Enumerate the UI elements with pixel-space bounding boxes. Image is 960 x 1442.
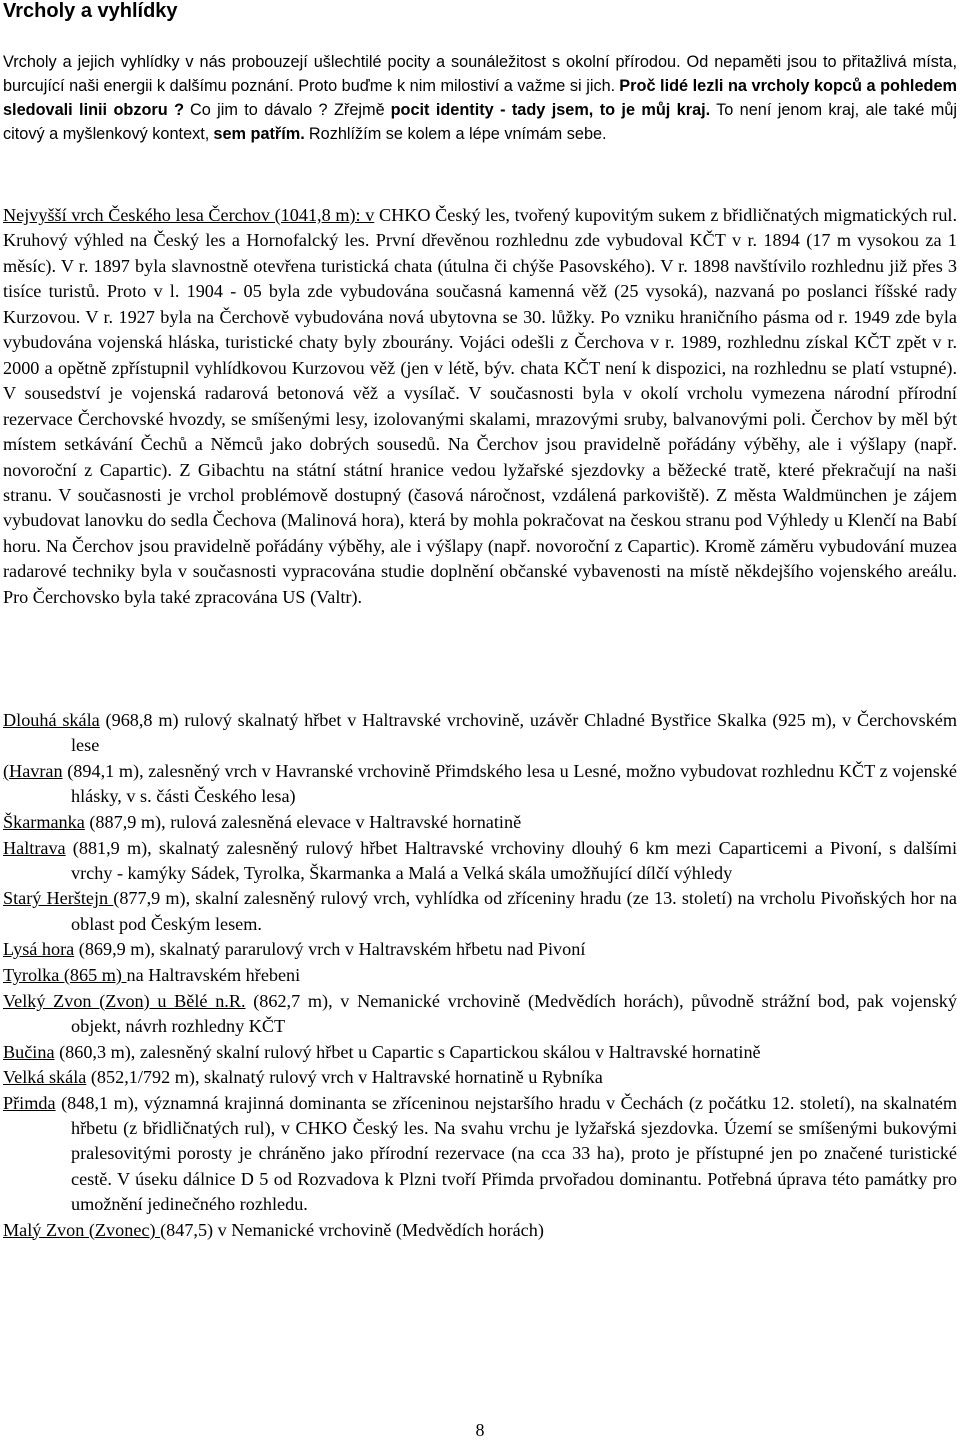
peak-entry [3,1091,957,1217]
peak-entry [3,836,957,886]
peak-entry [3,759,957,809]
peak-entry [3,1065,957,1090]
peak-entry [3,810,957,835]
peak-description: (894,1 m), zalesněný vrch v Havranské vrchovině Přimdského lesa u Lesné, možno vybudovat rozhlednu KČT z vojenské hlásky, v s. části Českého lesa) [62,760,957,807]
peak-entry [3,1040,957,1065]
peak-name[interactable]: Dlouhá skála [3,710,100,730]
peak-description: (862,7 m), v Nemanické vrchovině (Medvědích horách), původně strážní bod, pak vojenský objekt, návrh rozhledny KČT [71,990,957,1036]
cerchov-text: CHKO Český les, tvořený kupovitým sukem z břidličnatých migmatických rul. Kruhový výhled na Český les a Hornofalcký les. První dřevěnou rozhlednu zde vybudoval KČT v r. 1894 (17 m vysokou za 1 měsíc). V r. 1897 byla slavnostně otevřena turistická chata (útulna či chýše Pasovského). V r. 1898 navštívilo rozhlednu již přes 3 tisíce turistů. Proto v l. 1904 - 05 byla zde vybudována současná kamenná věž (25 vysoká), nazvaná po poslanci říšské rady Kurzovou. V r. 1927 byla na Čerchově vybudována nová ubytovna se 30. lůžky. Po vzniku hraničního pásma od r. 1949 zde byla vybudována vojenská hláska, turistické chaty byly zbourány. Vojáci odešli z Čerchova v r. 1989, rozhlednu získal KČT zpět v r. 2000 a opětně zpřístupnil vyhlídkovou Kurzovou věž (jen v létě, býv. chata KČT není k dispozici, na rozhlednu se platí vstupné). V sousedství je vojenská radarová betonová věž a vysílač. V současnosti byla v okolí vrcholu vymezena národní přírodní rezervace Čerchovské hvozdy, se smíšenými lesy, izolovanými skalami, mrazovými sruby, balvanovými poli. Čerchov by měl být místem setkávání Čechů a Němců jako dobrých sousedů. Na Čerchov jsou pravidelně pořádány výběhy, ale i výšlapy (např. novoroční z Capartic). Z Gibachtu na státní státní hranice vedou lyžařské sjezdovky a běžecké tratě, které překračují na naši stranu. V současnosti je vrchol problémově dostupný (časová náročnost, vzdálená parkoviště). Z města Waldmünchen je zájem vybudovat lanovku do sedla Čechova (Malinová hora), která by mohla pokračovat na českou stranu pod Výhledy u Klenčí na Babí horu. Na Čerchov jsou pravidelně pořádány výběhy, ale i výšlapy (např. novoroční z Capartic). Kromě záměru vybudování muzea radarové techniky byla v současnosti vypracována studie doplnění občanské vybavenosti na místě někdejšího vojenského areálu. Pro Čerchovsko byla také zpracována US (Valtr). [3,205,958,607]
peak-description: na Haltravském hřebeni [126,965,301,986]
peak-description: (847,5) v Nemanické vrchovině (Medvědích horách) [160,1219,544,1240]
peaks-list [3,708,957,1243]
peak-entry [3,963,957,988]
peak-name[interactable]: Tyrolka (865 m) [3,965,127,986]
intro-paragraph [3,50,957,146]
peak-description: (848,1 m), významná krajinná dominanta se zříceninou nejstaršího hradu v Čechách (z počátku 12. století), na skalnatém hřbetu (z břidličnatých rul), v CHKO Český les. Na svahu vrchu je lyžařská sjezdovka. Území se smíšenými bukovými pralesovitými porosty je chráněno jako přírodní rezervace (na cca 33 ha), proto je přístupné jen po značené turistické cestě. V úseku dálnice D 5 od Rozvadova k Plzni tvoří Přimda prvořadou dominantu. Potřebná úprava této památky pro umožnění jedinečného rozhledu. [55,1093,957,1214]
intro-bold-2: pocit identity - tady jsem, to je můj kraj. [390,101,711,119]
peak-name[interactable]: Velký Zvon (Zvon) u Bělé n.R. [3,990,246,1011]
intro-text-1: Vrcholy a jejich vyhlídky v nás probouzejí ušlechtilé pocity a sounáležitost s okolní přírodou. Od nepaměti jsou to přitažlivá místa, burcující naši energii k dalšímu poznání. Proto buďme k nim milostiví a važme si jich. [3,53,957,95]
intro-text-2: Co jim to dávalo ? Zřejmě [189,101,385,119]
peak-entry [3,989,957,1039]
peak-name[interactable]: Přimda [3,1093,56,1114]
peak-description: (869,9 m), skalnatý pararulový vrch v Haltravském hřbetu nad Pivoní [74,939,586,960]
peak-name[interactable]: Velká skála [3,1067,87,1088]
peak-entry [3,708,957,758]
cerchov-paragraph [3,203,957,610]
peak-entry [3,886,957,936]
peak-entry [3,937,957,962]
peak-name[interactable]: Lysá hora [3,939,75,960]
peak-entry [3,1218,957,1243]
peak-description: (881,9 m), skalnatý zalesněný rulový hřbet Haltravské vrchoviny dlouhý 6 km mezi Caparticemi a Pivoní, s dalšími vrchy - kamýky Sádek, Tyrolka, Škarmanka a Malá a Velká skála umožňující dílčí výhledy [65,837,957,883]
peak-name[interactable]: Haltrava [3,837,66,858]
peak-description: (968,8 m) rulový skalnatý hřbet v Haltravské vrchovině, uzávěr Chladné Bystřice Skalka (925 m), v Čerchovském lese [71,710,957,756]
intro-bold-1: Proč lidé lezli na vrcholy kopců a pohledem sledovali linii obzoru ? [3,77,957,119]
peak-description: (887,9 m), rulová zalesněná elevace v Haltravské hornatině [84,811,522,832]
page-title: Vrcholy a vyhlídky [3,0,178,22]
intro-text-3: To není jenom kraj, ale také můj citový a myšlenkový kontext, [3,101,957,143]
peak-description: (852,1/792 m), skalnatý rulový vrch v Haltravské hornatině u Rybníka [86,1067,603,1088]
intro-text-4: Rozhlížím se kolem a lépe vnímám sebe. [308,125,607,143]
peak-name[interactable]: Malý Zvon (Zvonec) [3,1219,161,1240]
peak-name[interactable]: Bučina [3,1041,55,1062]
peak-name[interactable]: Škarmanka [3,811,85,832]
peak-name[interactable]: (Havran [3,760,63,781]
page-number: 8 [475,1420,485,1440]
peak-description: (860,3 m), zalesněný skalní rulový hřbet u Capartic s Capartickou skálou v Haltravské hornatině [54,1041,761,1062]
peak-name[interactable]: Starý Herštejn [3,888,114,909]
intro-bold-3: sem patřím. [213,125,305,143]
cerchov-link[interactable]: Nejvyšší vrch Českého lesa Čerchov (1041,8 m): v [3,205,375,225]
peak-description: (877,9 m), skalní zalesněný rulový vrch, vyhlídka od zříceniny hradu (ze 13. století) na vrcholu Pivoňských hor na oblast pod Českým lesem. [71,888,957,934]
